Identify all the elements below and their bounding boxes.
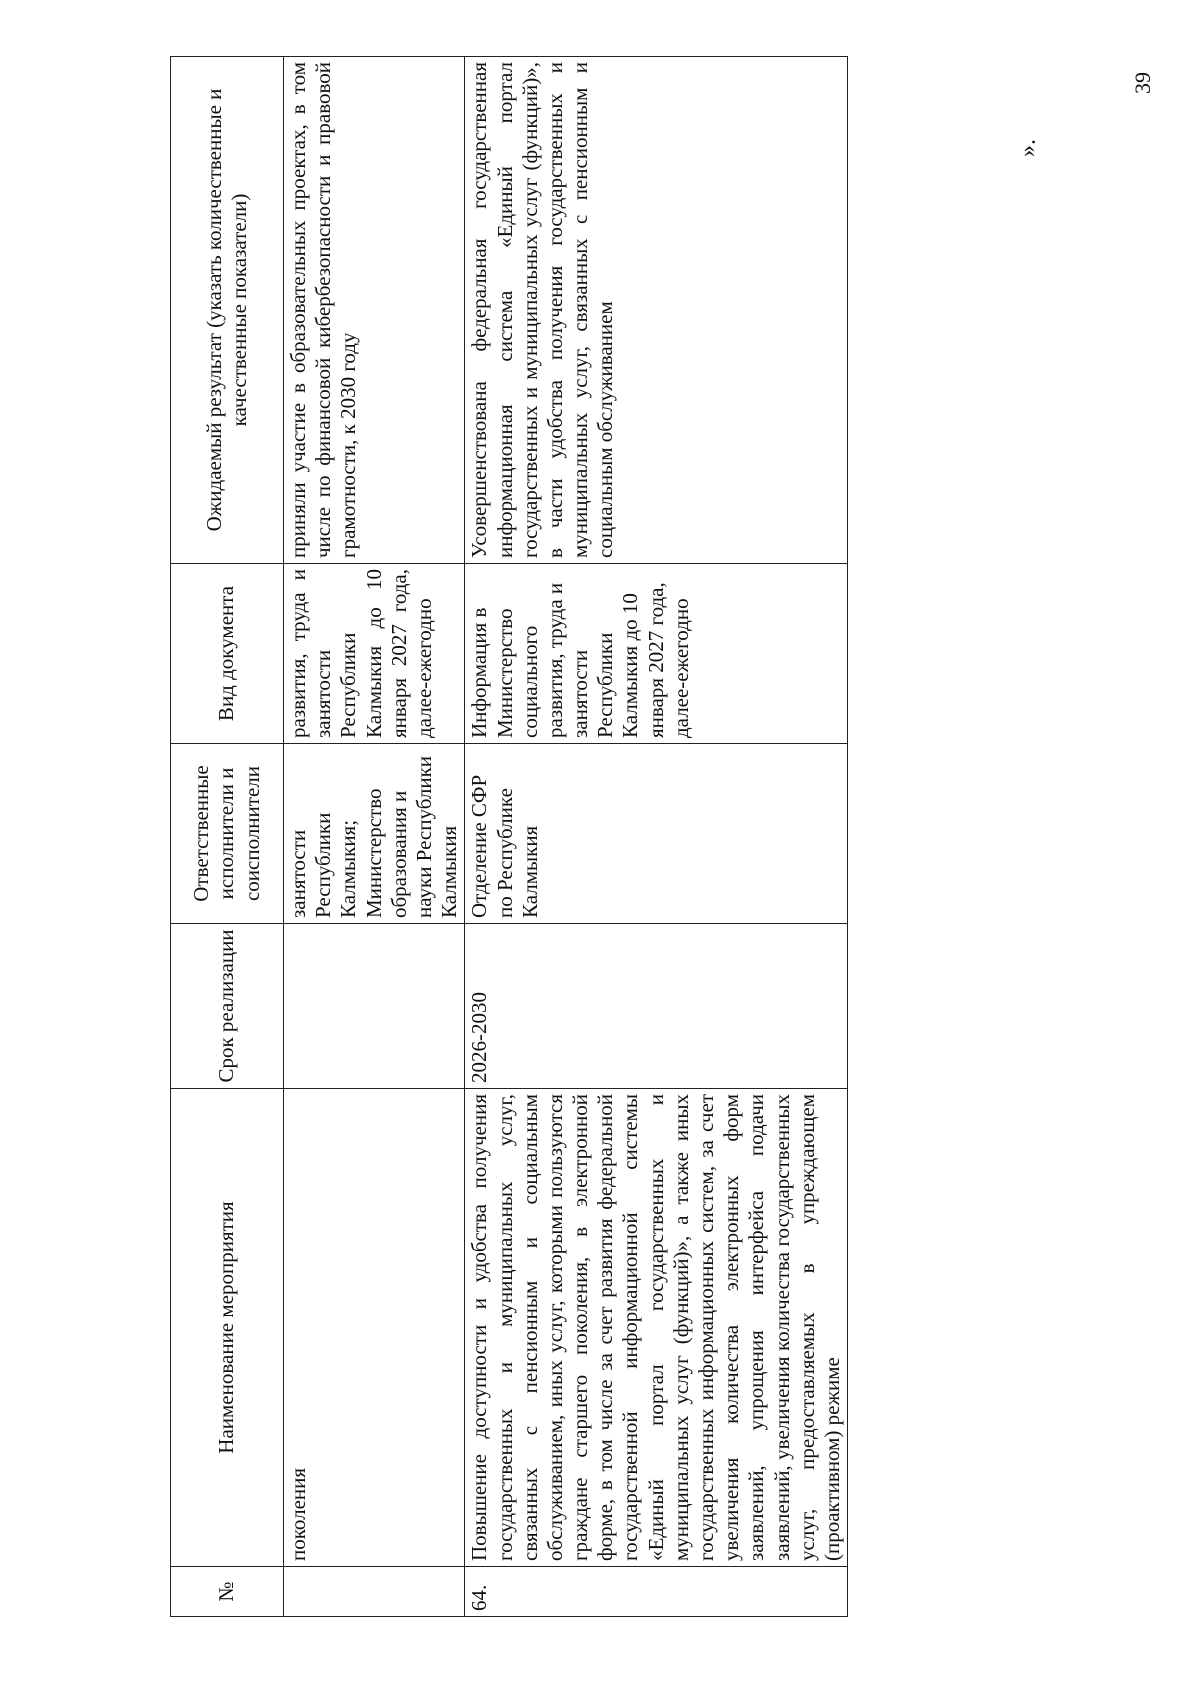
closing-quote-mark: ». — [1015, 139, 1041, 157]
row-result: Усовершенствована федеральная государственная информационная система «Единый портал государственных и муниципальных услуг (функций)», в части удобства получения государственных и муниципальных услуг, связанных с пенсионным и социальным обслуживанием — [465, 57, 848, 564]
table-row — [465, 57, 848, 1617]
row-name: поколения — [284, 1089, 465, 1567]
page-number: 39 — [1130, 72, 1155, 94]
table-row — [284, 57, 465, 1617]
header-num: № — [171, 1567, 284, 1617]
row-num: 64. — [465, 1567, 848, 1617]
row-num — [284, 1567, 465, 1617]
header-name: Наименование мероприятия — [171, 1089, 284, 1567]
table-header-row — [171, 57, 284, 1617]
rotated-page — [170, 47, 1170, 1647]
header-document: Вид документа — [171, 564, 284, 744]
header-term: Срок реализации — [171, 924, 284, 1089]
header-result: Ожидаемый результат (указать количественные и качественные показатели) — [171, 57, 284, 564]
header-responsible: Ответственные исполнители и соисполнители — [171, 744, 284, 924]
row-term: 2026-2030 — [465, 924, 848, 1089]
row-result: приняли участие в образовательных проектах, в том числе по финансовой кибербезопасности и правовой грамотности, к 2030 году — [284, 57, 465, 564]
row-document: Информация в Министерство социального развития, труда и занятости Республики Калмыкия до 10 января 2027 года, далее-ежегодно — [465, 564, 848, 744]
measures-table — [170, 56, 848, 1617]
row-document: развития, труда и занятости Республики Калмыкия до 10 января 2027 года, далее-ежегодно — [284, 564, 465, 744]
row-term — [284, 924, 465, 1089]
row-name: Повышение доступности и удобства получения государственных и муниципальных услуг, связанных с пенсионным и социальным обслуживанием, иных услуг, которыми пользуются граждане старшего поколения, в электронной форме, в том числе за счет развития федеральной государственной информационной системы «Единый портал государственных и муниципальных услуг (функций)», а также иных государственных информационных систем, за счет увеличения количества электронных форм заявлений, упрощения интерфейса подачи заявлений, увеличения количества государственных услуг, предоставляемых в упреждающем (проактивном) режиме — [465, 1089, 848, 1567]
row-responsible: Отделение СФР по Республике Калмыкия — [465, 744, 848, 924]
row-responsible: занятости Республики Калмыкия; Министерство образования и науки Республики Калмыкия — [284, 744, 465, 924]
